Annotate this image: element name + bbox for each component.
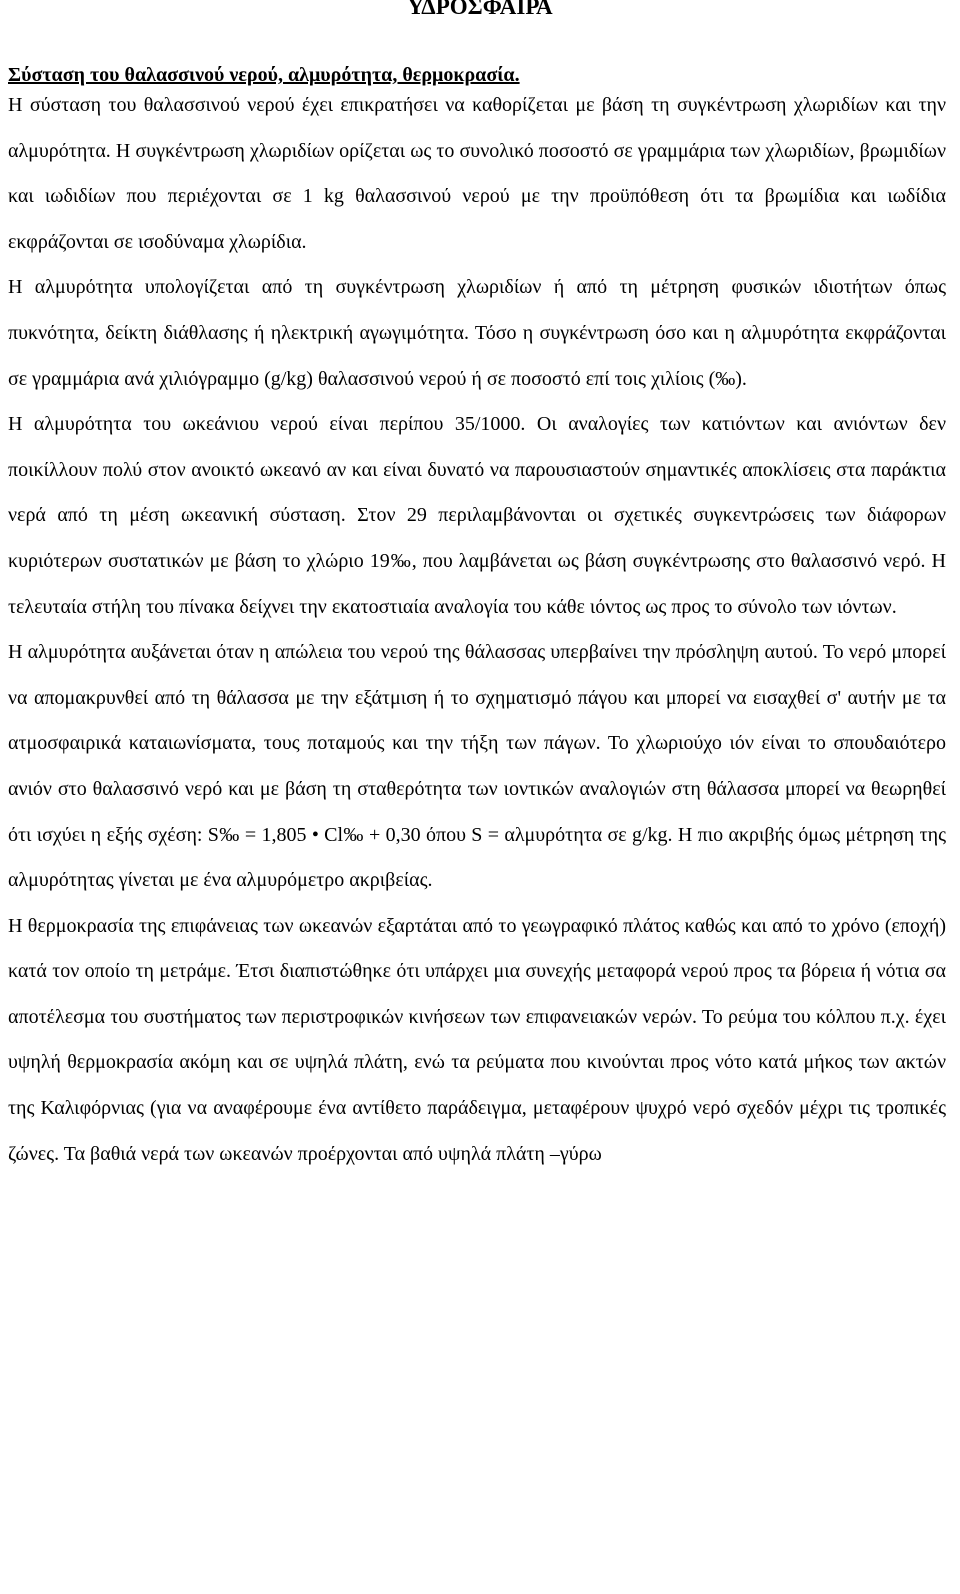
paragraph-temperature: Η θερμοκρασία της επιφάνειας των ωκεανών εξαρτάται από το γεωγραφικό πλάτος καθώς και από το χρόνο (εποχή) κατά τον οποίο τη μετράμε. Έτσι διαπιστώθηκε ότι υπάρχει μια συνεχής μεταφορά νερού προς τα βόρεια ή νότια σα αποτέλεσμα του συστήματος των περιστροφικών κινήσεων των επιφανειακών νερών. Το ρεύμα του κόλπου π.χ. έχει υψηλή θερμοκρασία ακόμη και σε υψηλά πλάτη, ενώ τα ρεύματα που κινούνται προς νότο κατά μήκος των ακτών της Καλιφόρνιας (για να αναφέρουμε ένα αντίθετο παράδειγμα, μεταφέρουν ψυχρό νερό σχεδόν μέχρι τις τροπικές ζώνες. Τα βαθιά νερά των ωκεανών προέρχονται από υψηλά πλάτη –γύρω bbox=[8, 914, 946, 1165]
section-heading: Σύσταση του θαλασσινού νερού, αλμυρότητα, θερμοκρασία. bbox=[8, 64, 520, 86]
paragraph-ocean-salinity: Η αλμυρότητα του ωκεάνιου νερού είναι περίπου 35/1000. Οι αναλογίες των κατιόντων και ανιόντων δεν ποικίλλουν πολύ στον ανοικτό ωκεανό αν και είναι δυνατό να παρουσιαστούν σημαντικές αποκλίσεις στα παράκτια νερά από τη μέση ωκεανική σύσταση. Στον 29 περιλαμβάνονται οι σχετικές συγκεντρώσεις των διάφορων κυριότερων συστατικών με βάση το χλώριο 19‰, που λαμβάνεται ως βάση συγκέντρωσης στο θαλασσινό νερό. Η τελευταία στήλη του πίνακα δείχνει την εκατοστιαία αναλογία του κάθε ιόντος ως προς το σύνολο των ιόντων. bbox=[8, 413, 946, 618]
paragraph-composition: Η σύσταση του θαλασσινού νερού έχει επικρατήσει να καθορίζεται με βάση τη συγκέντρωση χλωριδίων και την αλμυρότητα. Η συγκέντρωση χλωριδίων ορίζεται ως το συνολικό ποσοστό σε γραμμάρια των χλωριδίων, βρωμιδίων και ιωδιδίων που περιέχονται σε 1 kg θαλασσινού νερού με την προϋπόθεση ότι τα βρωμίδια και ιωδίδια εκφράζονται σε ισοδύναμα χλωρίδια. bbox=[8, 94, 946, 253]
document-title: ΥΔΡΟΣΦΑΙΡΑ bbox=[407, 0, 553, 19]
document-body bbox=[8, 60, 946, 1177]
paragraph-salinity-measurement: Η αλμυρότητα υπολογίζεται από τη συγκέντρωση χλωριδίων ή από τη μέτρηση φυσικών ιδιοτήτων όπως πυκνότητα, δείκτη διάθλασης ή ηλεκτρική αγωγιμότητα. Τόσο η συγκέντρωση όσο και η αλμυρότητα εκφράζονται σε γραμμάρια ανά χιλιόγραμμο (g/kg) θαλασσινού νερού ή σε ποσοστό επί τοις χιλίοις (‰). bbox=[8, 276, 946, 390]
paragraph-salinity-increase: Η αλμυρότητα αυξάνεται όταν η απώλεια του νερού της θάλασσας υπερβαίνει την πρόσληψη αυτού. Το νερό μπορεί να απομακρυνθεί από τη θάλασσα με την εξάτμιση ή το σχηματισμό πάγου και μπορεί να εισαχθεί σ' αυτήν με τα ατμοσφαιρικά καταιωνίσματα, τους ποταμούς και την τήξη των πάγων. Το χλωριούχο ιόν είναι το σπουδαιότερο ανιόν στο θαλασσινό νερό και με βάση τη σταθερότητα των ιοντικών αναλογιών στη θάλασσα μπορεί να θεωρηθεί ότι ισχύει η εξής σχέση: S‰ = 1,805 • Cl‰ + 0,30 όπου S = αλμυρότητα σε g/kg. Η πιο ακριβής όμως μέτρηση της αλμυρότητας γίνεται με ένα αλμυρόμετρο ακριβείας. bbox=[8, 641, 946, 892]
